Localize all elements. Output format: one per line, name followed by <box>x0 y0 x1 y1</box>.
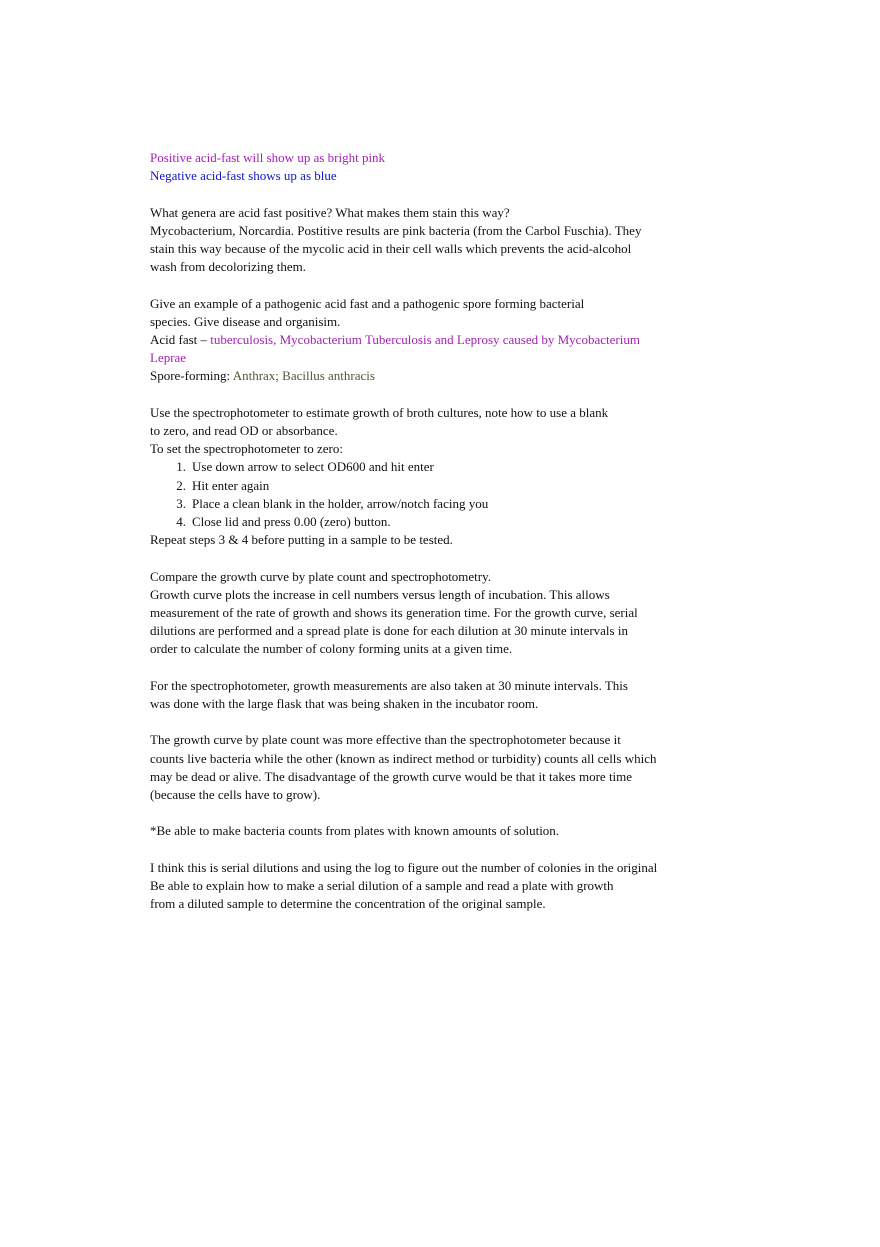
repeat-steps-note: Repeat steps 3 & 4 before putting in a sample to be tested. <box>150 532 453 548</box>
comparison-paragraph-line: (because the cells have to grow). <box>150 787 321 803</box>
growth-curve-paragraph-line: Compare the growth curve by plate count and spectrophotometry. <box>150 568 492 584</box>
list-item-text: Hit enter again <box>192 477 270 493</box>
acid-fast-genera-answer-line: Mycobacterium, Norcardia. Postitive results are pink bacteria (from the Carbol Fuschia). They <box>150 222 642 238</box>
spectrophotometer-paragraph-line: For the spectrophotometer, growth measurements are also taken at 30 minute intervals. This <box>150 677 628 693</box>
pathogen-question-line: species. Give disease and organisim. <box>150 313 341 329</box>
acid-fast-label: Acid fast – <box>150 332 211 347</box>
list-item-number: 3. <box>176 495 186 511</box>
spectrophotometer-intro-line: Use the spectrophotometer to estimate growth of broth cultures, note how to use a blank <box>150 404 609 420</box>
positive-acid-fast-note: Positive acid-fast will show up as bright pink <box>150 150 386 165</box>
growth-curve-paragraph-line: measurement of the rate of growth and shows its generation time. For the growth curve, serial <box>150 605 638 621</box>
spore-forming-example <box>150 367 710 385</box>
list-item-number: 1. <box>176 459 186 475</box>
negative-acid-fast-note: Negative acid-fast shows up as blue <box>150 168 337 184</box>
list-item-text: Place a clean blank in the holder, arrow/notch facing you <box>192 495 489 511</box>
spore-forming-value: Anthrax; Bacillus anthracis <box>232 368 375 384</box>
list-item-number: 2. <box>176 477 186 493</box>
spectrophotometer-intro-line: To set the spectrophotometer to zero: <box>150 441 343 457</box>
spectrophotometer-intro-line: to zero, and read OD or absorbance. <box>150 423 338 438</box>
pathogen-question-line: Give an example of a pathogenic acid fast and a pathogenic spore forming bacterial <box>150 295 585 311</box>
list-item-number: 4. <box>176 514 186 530</box>
acid-fast-value: tuberculosis, Mycobacterium Tuberculosis and Leprosy caused by Mycobacterium <box>210 332 640 347</box>
serial-dilution-paragraph-line: I think this is serial dilutions and using the log to figure out the number of colonies in the original <box>150 859 658 875</box>
serial-dilution-paragraph-line: from a diluted sample to determine the concentration of the original sample. <box>150 896 546 912</box>
list-item <box>176 458 710 476</box>
acid-fast-example <box>150 331 710 349</box>
acid-fast-value-continued: Leprae <box>150 350 187 366</box>
comparison-paragraph-line: The growth curve by plate count was more effective than the spectrophotometer because it <box>150 732 621 748</box>
acid-fast-genera-answer-line: wash from decolorizing them. <box>150 259 306 275</box>
comparison-paragraph-line: may be dead or alive. The disadvantage of the growth curve would be that it takes more time <box>150 768 633 784</box>
list-item <box>176 477 710 495</box>
acid-fast-genera-answer-line: stain this way because of the mycolic acid in their cell walls which prevents the acid-alcohol <box>150 241 632 256</box>
bacteria-counts-note: *Be able to make bacteria counts from plates with known amounts of solution. <box>150 823 560 839</box>
serial-dilution-paragraph-line: Be able to explain how to make a serial dilution of a sample and read a plate with growth <box>150 878 614 893</box>
acid-fast-genera-question: What genera are acid fast positive? What makes them stain this way? <box>150 204 510 220</box>
spore-forming-label: Spore-forming: <box>150 368 233 384</box>
growth-curve-paragraph-line: Growth curve plots the increase in cell numbers versus length of incubation. This allows <box>150 586 610 602</box>
comparison-paragraph-line: counts live bacteria while the other (known as indirect method or turbidity) counts all cells which <box>150 750 657 766</box>
spectrophotometer-paragraph-line: was done with the large flask that was being shaken in the incubator room. <box>150 696 539 712</box>
list-item-text: Use down arrow to select OD600 and hit enter <box>192 459 434 475</box>
growth-curve-paragraph-line: order to calculate the number of colony forming units at a given time. <box>150 641 513 657</box>
list-item <box>176 495 710 513</box>
list-item-text: Close lid and press 0.00 (zero) button. <box>192 514 391 530</box>
growth-curve-paragraph-line: dilutions are performed and a spread plate is done for each dilution at 30 minute intervals in <box>150 623 628 639</box>
zero-steps-list <box>150 458 710 531</box>
document-page <box>150 149 710 913</box>
list-item <box>176 513 710 531</box>
